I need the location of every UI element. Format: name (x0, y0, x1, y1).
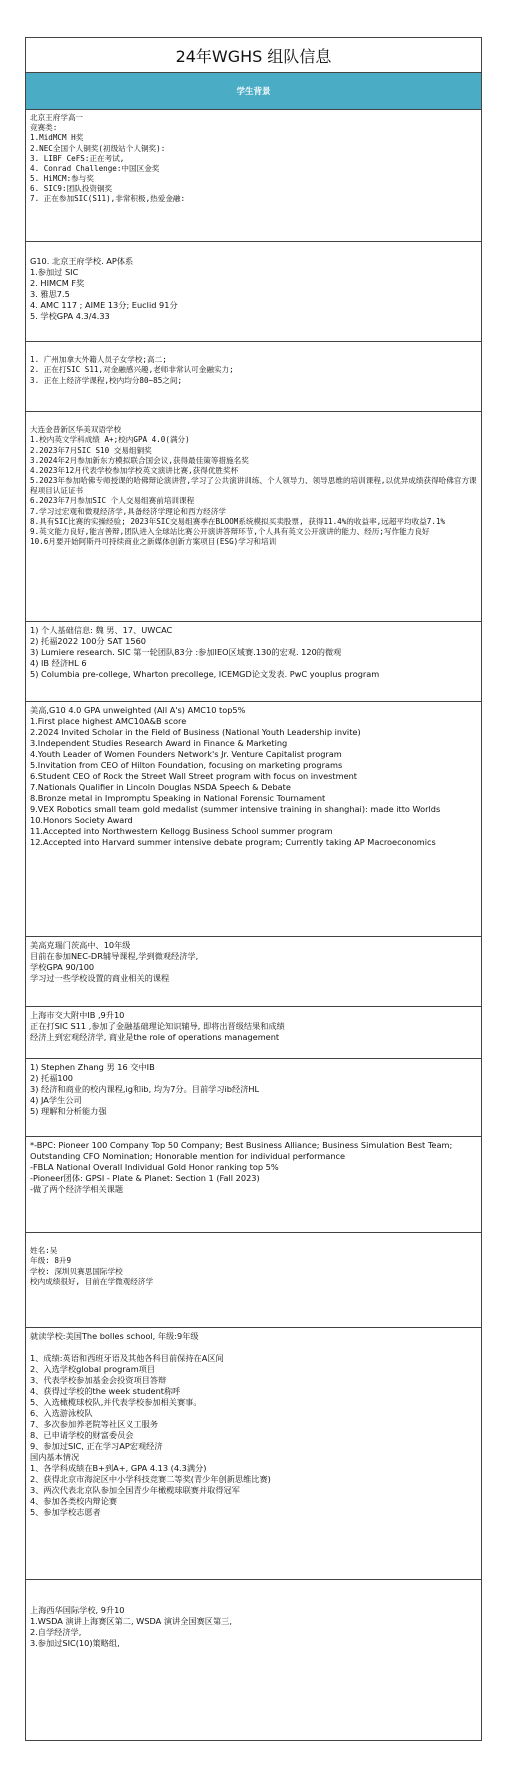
student-line: 8、已申请学校的财富委员会 (30, 1429, 134, 1440)
student-line: 1) 个人基础信息: 魏 男、17、UWCAC (30, 625, 173, 635)
student-line: 7、多次参加养老院等社区义工服务 (30, 1418, 159, 1429)
student-line: 7.学习过宏观和微观经济学,具备经济学理论和西方经济学 (30, 506, 226, 516)
student-line: 3、代表学校参加基金会投资项目答辩 (30, 1374, 167, 1385)
student-card (26, 937, 481, 1007)
student-line: 12.Accepted into Harvard summer intensive debate program; Currently taking AP Macroeconomics (30, 836, 436, 847)
student-line: 目前在参加NEC-DR辅导课程,学到微观经济学, (30, 950, 199, 961)
student-card (26, 1007, 481, 1059)
student-line: 3. 正在上经济学课程,校内均分80~85之间; (30, 375, 183, 385)
student-line: 国内基本情况 (30, 1451, 80, 1462)
student-line: 2) 托福100 (30, 1072, 74, 1083)
student-line (30, 1583, 477, 1594)
student-line: 1. 广州加拿大外籍人员子女学校;高二; (30, 355, 167, 365)
student-line: 3.参加过SIC(10)策略组, (30, 1637, 120, 1648)
student-line: 11.Accepted into Northwestern Kellogg Business School summer program (30, 825, 333, 836)
student-line (30, 1342, 477, 1353)
student-line: 7.Nationals Qualifier in Lincoln Douglas NSDA Speech & Debate (30, 781, 291, 792)
student-line: 5. HiMCM:参与奖 (30, 174, 94, 184)
student-card (26, 1580, 481, 1740)
student-card (26, 702, 481, 937)
student-line (30, 1195, 477, 1206)
student-line: 5、入选橄榄球校队,并代表学校参加相关赛事。 (30, 1396, 202, 1407)
student-line: 2.2024 Invited Scholar in the Field of Business (National Youth Leadership invite) (30, 726, 361, 737)
student-line: 8.Bronze metal in Impromptu Speaking in National Forensic Tournament (30, 792, 326, 803)
student-line: 上海西华国际学校, 9升10 (30, 1604, 125, 1615)
student-line: 大连金普新区华美双语学校 (30, 425, 122, 435)
student-line: 10.Honors Society Award (30, 814, 133, 825)
student-card (26, 1233, 481, 1328)
table-title: 24年WGHS 组队信息 (26, 38, 481, 73)
student-line: 4. Conrad Challenge:中国区金奖 (30, 163, 160, 173)
student-line: 5. 学校GPA 4.3/4.33 (30, 310, 110, 321)
student-line (30, 1594, 477, 1605)
student-line (30, 245, 477, 256)
student-line: 1.WSDA 演讲上海赛区第二, WSDA 演讲全国赛区第三, (30, 1615, 232, 1626)
student-line: 校内成绩很好, 目前在学微观经济学 (30, 1276, 154, 1286)
student-line: 4、获得过学校的the week student称呼 (30, 1385, 181, 1396)
student-card (26, 342, 481, 412)
student-line: 正在打SIC S11 ,参加了金融基础理论知识辅导, 即将出晋级结果和成绩 (30, 1020, 285, 1031)
student-line: 1、成绩:英语和西班牙语及其他各科目前保持在A区间 (30, 1352, 224, 1363)
student-line: 9.VEX Robotics small team gold medalist (summer intensive training in shanghai): made itto Worlds (30, 803, 441, 814)
student-line: 1、各学科成绩在B+到A+, GPA 4.13 (4.3满分) (30, 1462, 207, 1473)
student-line: 年级: 8升9 (30, 1256, 72, 1266)
student-line: 美高克瑞门茨高中、10年级 (30, 940, 131, 950)
team-info-table (25, 37, 482, 1741)
student-line: 6、入选游泳校队 (30, 1407, 93, 1418)
student-line: 4) JA学生公司 (30, 1094, 82, 1105)
student-line: 就读学校:美国The bolles school, 年级:9年级 (30, 1331, 199, 1341)
student-line: 2.2023年7月SIC S10 交易组铜奖 (30, 445, 152, 455)
student-line: G10. 北京王府学校. AP体系 (30, 255, 134, 266)
student-card (26, 412, 481, 622)
student-line (30, 984, 477, 995)
student-line: 5.2023年参加哈佛专师授课的哈佛辩论演讲营,学习了公共演讲训练、个人领导力、领导思维的培训课程,以优异成绩获得哈佛官方课程项目认证证书 (30, 476, 477, 496)
student-line: 8.具有SIC比赛的实操经验; 2023年SIC交易组赛季在BLOOM系统模拟买卖股票, 获得11.4%的收益率,远超平均收益7.1% (30, 516, 446, 526)
student-card (26, 622, 481, 702)
student-line: -Pioneer团体: GPSI - Plate & Planet: Section 1 (Fall 2023) (30, 1172, 260, 1183)
section-header: 学生背景 (26, 73, 481, 110)
student-line: 2) 托福2022 100分 SAT 1560 (30, 635, 146, 646)
student-line: 学习过一些学校设置的商业相关的课程 (30, 972, 170, 983)
student-line: 5、参加学校志愿者 (30, 1506, 101, 1517)
student-line: 9.英文能力良好,能言善辩,团队进入全球站比赛公开演讲答辩环节,个人具有英文公开演讲的能力、经历;写作能力良好 (30, 526, 430, 536)
student-line: 竞赛类: (30, 123, 58, 133)
student-line: 1.First place highest AMC10A&B score (30, 715, 187, 726)
student-line: 1.参加过 SIC (30, 266, 79, 277)
student-card (26, 1328, 481, 1580)
student-line: 北京王府学高一 (30, 113, 84, 122)
student-line: -做了两个经济学相关课题 (30, 1183, 124, 1194)
student-line: 1) Stephen Zhang 男 16 交中IB (30, 1062, 155, 1072)
student-line (30, 1236, 477, 1246)
student-line: 2、获得北京市海淀区中小学科技竞赛二等奖(青少年创新思维比赛) (30, 1473, 271, 1484)
student-line: 4.Youth Leader of Women Founders Network's Jr. Venture Capitalist program (30, 748, 342, 759)
student-line: 1.MidMCM H奖 (30, 133, 84, 143)
student-line: 2.自学经济学, (30, 1626, 82, 1637)
student-line: 学校GPA 90/100 (30, 961, 95, 972)
student-line: 学校: 深圳贝赛思国际学校 (30, 1266, 123, 1276)
student-card (26, 110, 481, 242)
student-line: 上海市交大附中IB ,9升10 (30, 1010, 125, 1020)
student-line: 姓名:吴 (30, 1246, 58, 1256)
student-line: 10.6月要开始阿斯丹可持续商业之新媒体创新方案项目(ESG)学习和培训 (30, 537, 277, 547)
student-line: 2、入选学校global program项目 (30, 1363, 156, 1374)
student-line: 6. SIC9:团队投资铜奖 (30, 184, 113, 194)
student-line: 5.Invitation from CEO of Hilton Foundation, focusing on marketing programs (30, 759, 343, 770)
student-line: 3、两次代表北京队参加全国青少年橄榄球联赛并取得冠军 (30, 1484, 240, 1495)
student-line: 3.Independent Studies Research Award in Finance & Marketing (30, 737, 288, 748)
student-line: 3) 经济和商业的校内课程,ig和ib, 均为7分。目前学习ib经济HL (30, 1083, 260, 1094)
student-line (30, 345, 477, 355)
student-line: 2.NEC全国个人铜奖(初级站个人铜奖): (30, 143, 166, 153)
student-line (30, 415, 477, 425)
student-line: 7. 正在参加SIC(S11),非常积极,热爱金融: (30, 194, 186, 204)
student-line: 3. LIBF CeFS:正在考试, (30, 153, 125, 163)
student-card (26, 1137, 481, 1233)
student-line: 5) 理解和分析能力强 (30, 1105, 107, 1116)
student-line: 6.2023年7月参加SIC 个人交易组赛前培训课程 (30, 496, 195, 506)
student-line: 3. 雅思7.5 (30, 288, 70, 299)
student-card (26, 242, 481, 342)
student-line: 3) Lumiere research. SIC 第一轮团队83分 :参加IEO区域赛.130的宏观. 120的微观 (30, 646, 342, 657)
student-line: -FBLA National Overall Individual Gold Honor ranking top 5% (30, 1161, 279, 1172)
student-line: 美高,G10 4.0 GPA unweighted (All A's) AMC10 top5% (30, 705, 246, 715)
student-line: 1.校内英文学科成绩 A+;校内GPA 4.0(满分) (30, 435, 190, 445)
student-line: 3.2024年2月参加新东方模拟联合国会议,获得最佳策等措施名奖 (30, 455, 249, 465)
student-line: 4) IB 经济HL 6 (30, 657, 87, 668)
student-line: 经济上到宏观经济学, 商业是the role of operations management (30, 1031, 280, 1042)
student-card (26, 1059, 481, 1137)
student-line: 9、参加过SIC, 正在学习AP宏观经济 (30, 1440, 163, 1451)
student-line: 4.2023年12月代表学校参加学校英文演讲比赛,获得优胜奖杯 (30, 465, 239, 475)
student-line: 5) Columbia pre-college, Wharton precollege, ICEMGD论文发表. PwC youplus program (30, 668, 380, 679)
student-line: 4、参加各类校内辩论赛 (30, 1495, 118, 1506)
student-line: 6.Student CEO of Rock the Street Wall Street program with focus on investment (30, 770, 358, 781)
student-line: 2. HIMCM F奖 (30, 277, 85, 288)
student-line: *-BPC: Pioneer 100 Company Top 50 Company; Best Business Alliance; Business Simulation Best Team; Outstanding CFO Nomination; Honorable mention for individual performance (30, 1140, 455, 1161)
student-line: 4. AMC 117 ; AIME 13分; Euclid 91分 (30, 299, 178, 310)
student-line: 2. 正在打SIC S11,对金融感兴趣,老师非常认可金融实力; (30, 365, 234, 375)
